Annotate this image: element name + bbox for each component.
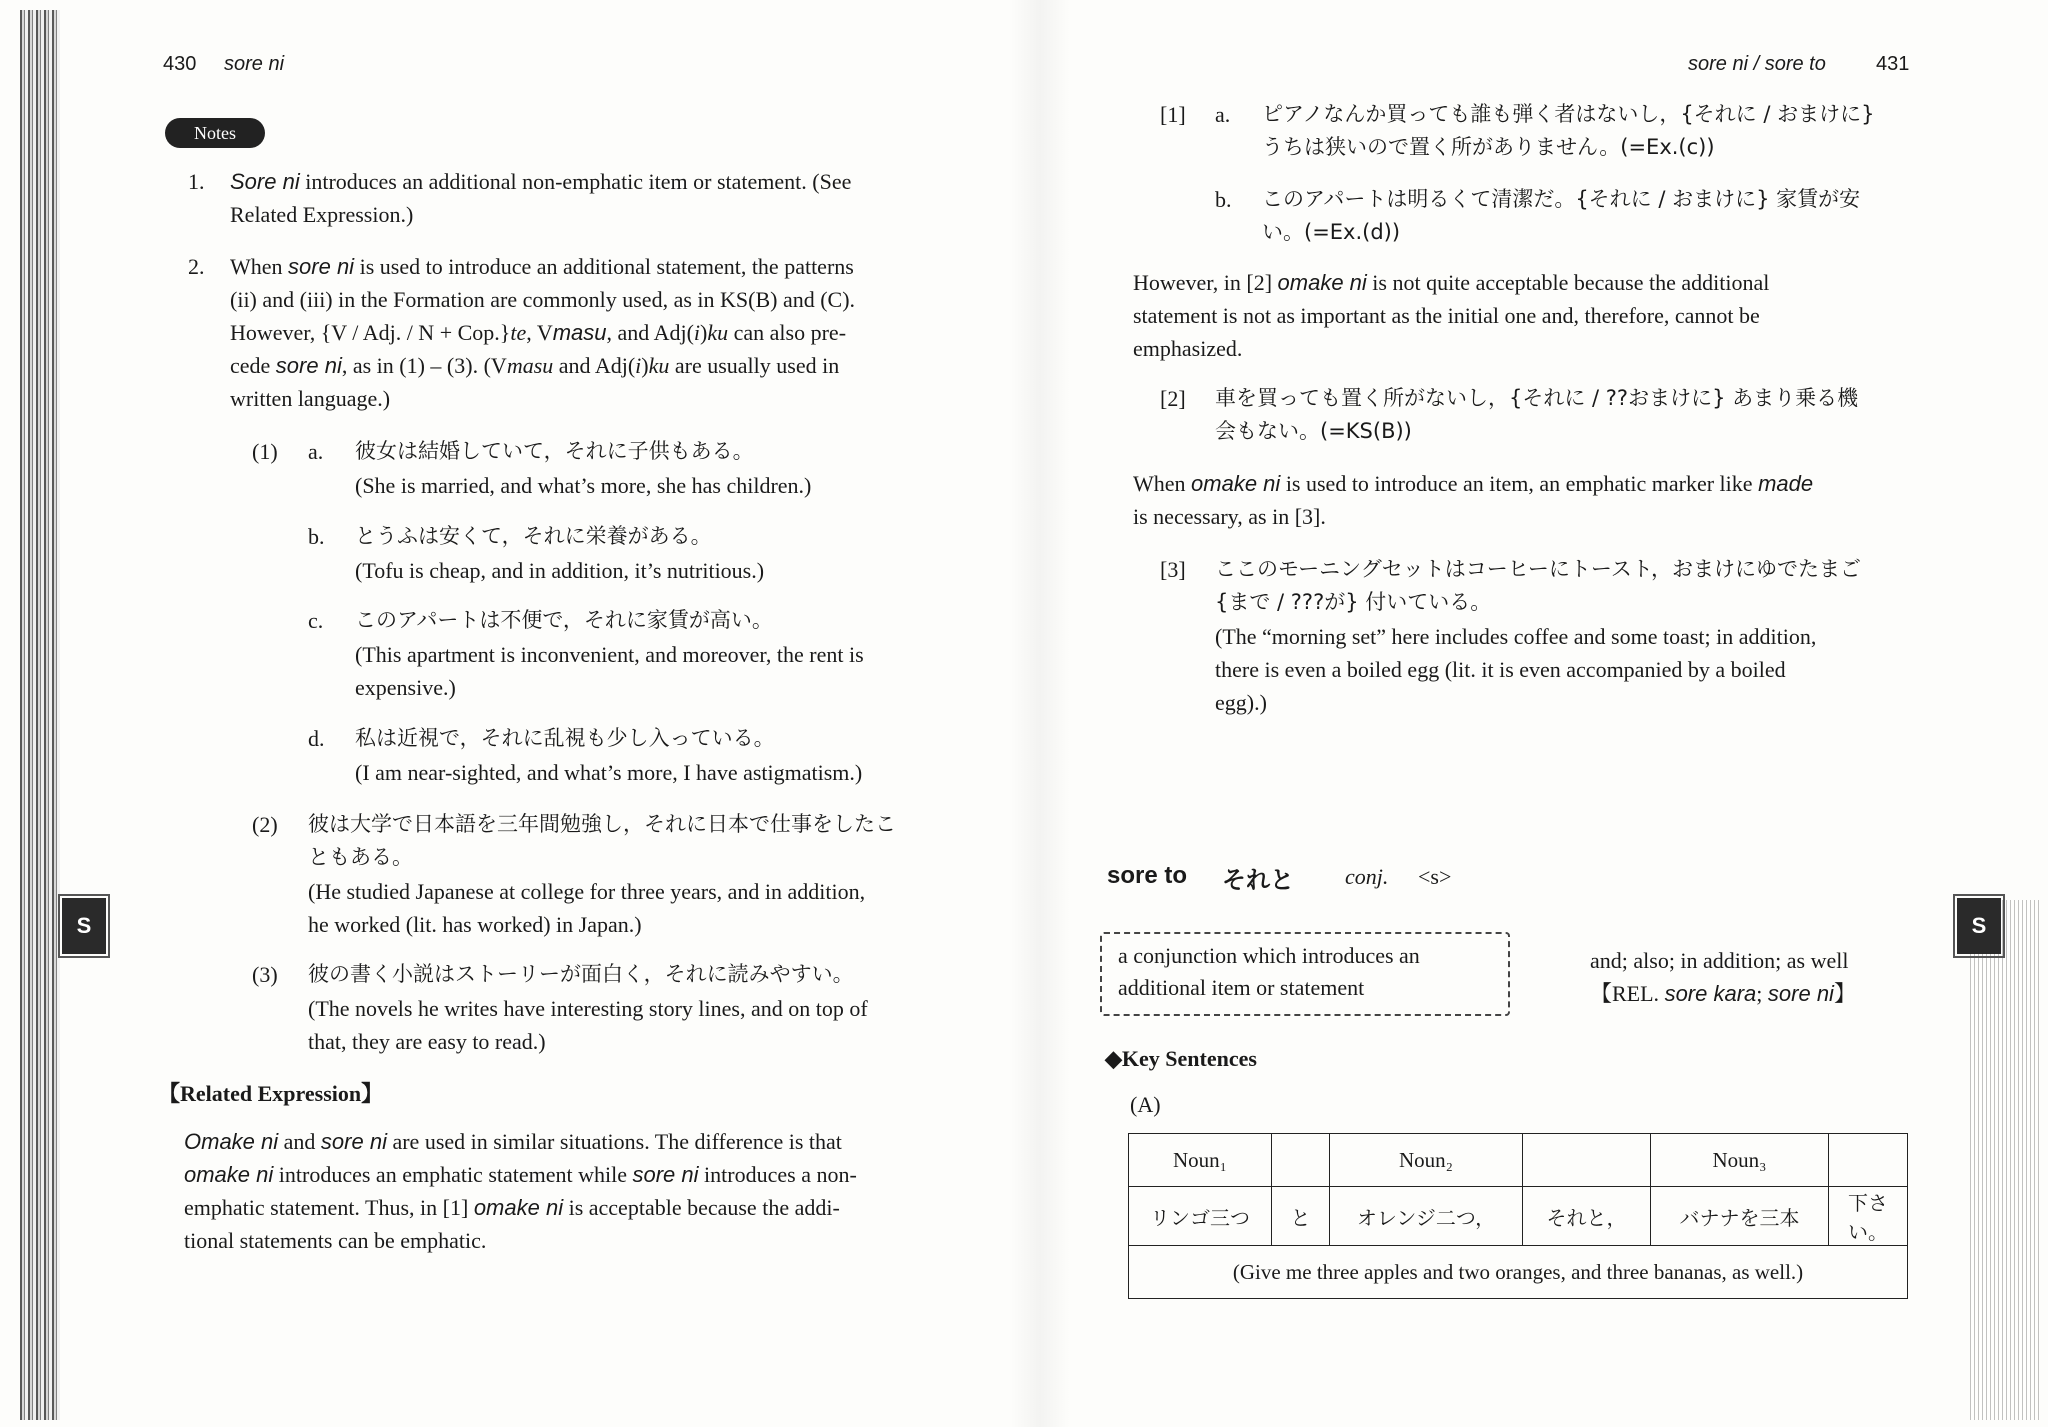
table-cell-translation: (Give me three apples and two oranges, and three bananas, as well.) (1129, 1246, 1908, 1299)
ref-1a-japanese (1262, 98, 1874, 164)
example-1c-label: c. (308, 608, 324, 633)
entry-part-of-speech: conj. (1345, 864, 1389, 889)
table-row (1129, 1246, 1908, 1299)
text: (ii) and (iii) in the Formation are commonly used, as in KS(B) and (C). (230, 287, 856, 312)
ref-3-number: [3] (1160, 557, 1186, 582)
example-1d-label: d. (308, 726, 325, 751)
text: (The “morning set” here includes coffee and some toast; in addition, (1215, 624, 1817, 649)
text: is used to introduce an additional statement, the patterns (354, 254, 854, 279)
text: 【REL. (1590, 981, 1665, 1006)
example-1a-label: a. (308, 439, 324, 464)
text: , as in (1) – (3). (V (341, 353, 507, 378)
page-edge-shadow (20, 10, 60, 1420)
key-sentences-heading: ◆Key Sentences (1105, 1046, 1257, 1071)
term: sore ni (288, 254, 355, 279)
key-sentence-a-label: (A) (1130, 1092, 1161, 1117)
text: there is even a boiled egg (lit. it is even accompanied by a boiled (1215, 657, 1786, 682)
right-page-number: 431 (1876, 53, 1910, 75)
text: are usually used in (669, 353, 840, 378)
text: are used in similar situations. The difference is that (386, 1129, 842, 1154)
text: Related Expression.) (230, 202, 414, 227)
text: a conjunction which introduces an (1118, 943, 1420, 968)
text: ) (641, 353, 649, 378)
text: When (230, 254, 289, 279)
text: ここのモーニングセットはコーヒーにトースト，おまけにゆでたまご (1215, 557, 1861, 581)
note-2 (230, 250, 970, 415)
text: statement is not as important as the initial one and, therefore, cannot be (1133, 303, 1760, 328)
however-paragraph (1133, 266, 1923, 365)
key-sentence-table (1128, 1133, 1908, 1299)
text: is necessary, as in [3]. (1133, 504, 1326, 529)
related-expression-heading: 【Related Expression】 (158, 1081, 384, 1106)
term: te (510, 320, 527, 345)
text: 車を買っても置く所がないし，{それに / ??おまけに} あまり乗る機 (1215, 386, 1859, 410)
term: ku (648, 353, 670, 378)
term: omake ni (1277, 270, 1367, 295)
ref-1-number: [1] (1160, 102, 1186, 127)
example-1a-japanese: 彼女は結婚していて，それに子供もある。 (355, 439, 754, 463)
example-1-number: (1) (252, 439, 278, 464)
example-1d-english: (I am near-sighted, and what’s more, I have astigmatism.) (355, 760, 863, 785)
text: is not quite acceptable because the additional (1366, 270, 1770, 295)
term: sore ni (275, 353, 342, 378)
entry-kana: それと (1222, 866, 1294, 894)
text: written language.) (230, 386, 391, 411)
term: omake ni (473, 1195, 564, 1220)
text: (The novels he writes have interesting story lines, and on top of (308, 996, 868, 1021)
ref-2-number: [2] (1160, 386, 1186, 411)
term: omake ni (1191, 471, 1281, 496)
term: omake ni (184, 1162, 274, 1187)
text: is acceptable because the addi- (563, 1195, 840, 1220)
note-1 (230, 165, 970, 231)
text: that, they are easy to read.) (308, 1029, 546, 1054)
example-3-english (308, 992, 868, 1058)
section-tab-left: S (62, 898, 106, 954)
term: Omake ni (184, 1129, 279, 1154)
notes-badge: Notes (165, 118, 265, 148)
text: , V (526, 320, 553, 345)
text: ピアノなんか買っても誰も弾く者はないし，{それに / おまけに} (1262, 102, 1875, 126)
text: and (278, 1129, 321, 1154)
note-2-number: 2. (188, 254, 205, 279)
table-cell: 下さい。 (1829, 1187, 1908, 1246)
example-1a-english: (She is married, and what’s more, she has children.) (355, 473, 812, 498)
example-3-number: (3) (252, 962, 278, 987)
text: introduces an additional non-emphatic item or statement. (See (299, 169, 852, 194)
example-2-japanese (308, 808, 896, 874)
text: 彼は大学で日本語を三年間勉強し，それに日本で仕事をしたこ (308, 812, 896, 836)
term: Sore ni (230, 169, 300, 194)
text: このアパートは明るくて清潔だ。{それに / おまけに} 家賃が安 (1262, 187, 1861, 211)
ref-1a-label: a. (1215, 102, 1231, 127)
text: 】 (1833, 981, 1856, 1006)
ref-3-english (1215, 620, 1920, 719)
text: introduces a non- (698, 1162, 857, 1187)
example-2-english (308, 875, 865, 941)
table-row (1129, 1187, 1908, 1246)
text: can also pre- (728, 320, 847, 345)
table-row (1129, 1134, 1908, 1187)
text: い。(=Ex.(d)) (1262, 220, 1401, 244)
text: ともある。 (308, 845, 413, 869)
text: emphasized. (1133, 336, 1243, 361)
text: However, {V / Adj. / N + Cop.} (230, 320, 511, 345)
table-cell (1272, 1134, 1330, 1187)
left-page-number: 430 (163, 53, 197, 75)
text: ; (1756, 981, 1768, 1006)
example-1c-english (355, 638, 864, 704)
example-1b-japanese: とうふは安くて，それに栄養がある。 (355, 524, 712, 548)
note-1-number: 1. (188, 169, 205, 194)
entry-register: <s> (1418, 864, 1452, 889)
ref-2-japanese (1215, 382, 1858, 448)
table-cell: リンゴ三つ (1129, 1187, 1272, 1246)
example-1c-japanese: このアパートは不便で，それに家賃が高い。 (355, 608, 773, 632)
ref-1b-label: b. (1215, 187, 1232, 212)
text: is used to introduce an item, an emphatic marker like (1280, 471, 1759, 496)
text: When (1133, 471, 1192, 496)
term: sore ni (1767, 981, 1834, 1006)
page-edge-shadow-right (1970, 900, 2040, 1420)
table-cell: オレンジ二つ， (1330, 1187, 1523, 1246)
entry-gloss (1590, 944, 1856, 1010)
text: he worked (lit. has worked) in Japan.) (308, 912, 642, 937)
text: うちは狭いので置く所がありません。(=Ex.(c)) (1262, 135, 1715, 159)
example-1b-label: b. (308, 524, 325, 549)
term: i (693, 320, 701, 345)
text: (He studied Japanese at college for three years, and in addition, (308, 879, 866, 904)
text: additional item or statement (1118, 975, 1365, 1000)
table-cell: それと， (1523, 1187, 1651, 1246)
text: and Adj( (553, 353, 636, 378)
text: expensive.) (355, 675, 456, 700)
term: sore ni (632, 1162, 699, 1187)
table-cell: バナナを三本 (1651, 1187, 1829, 1246)
example-1b-english: (Tofu is cheap, and in addition, it’s nutritious.) (355, 558, 765, 583)
ref-1b-japanese (1262, 183, 1860, 249)
example-3-japanese: 彼の書く小説はストーリーが面白く，それに読みやすい。 (308, 962, 854, 986)
left-running-head: sore ni (224, 53, 285, 75)
text: and; also; in addition; as well (1590, 948, 1849, 973)
text: (This apartment is inconvenient, and moreover, the rent is (355, 642, 864, 667)
text: egg).) (1215, 690, 1267, 715)
term: made (1758, 471, 1814, 496)
term: masu (506, 353, 554, 378)
text: {まで / ???が} 付いている。 (1215, 590, 1492, 614)
term: sore kara (1664, 981, 1757, 1006)
text: ) (700, 320, 708, 345)
table-cell: Noun₂ (1330, 1134, 1523, 1187)
text: tional statements can be emphatic. (184, 1228, 487, 1253)
text: introduces an emphatic statement while (273, 1162, 633, 1187)
table-cell: Noun₁ (1129, 1134, 1272, 1187)
term: ku (707, 320, 729, 345)
text: cede (230, 353, 276, 378)
text: 会もない。(=KS(B)) (1215, 419, 1412, 443)
term: i (635, 353, 642, 378)
term: masu (552, 320, 607, 345)
text: emphatic statement. Thus, in [1] (184, 1195, 474, 1220)
text: , and Adj( (606, 320, 694, 345)
text: However, in [2] (1133, 270, 1278, 295)
table-cell (1829, 1134, 1908, 1187)
related-expression-text (184, 1125, 974, 1257)
right-running-head: sore ni / sore to (1688, 53, 1826, 75)
entry-romaji: sore to (1107, 862, 1188, 889)
definition-box (1100, 932, 1510, 1016)
table-cell: Noun₃ (1651, 1134, 1829, 1187)
section-tab-right: S (1957, 898, 2001, 954)
table-cell: と (1272, 1187, 1330, 1246)
term: sore ni (320, 1129, 387, 1154)
example-2-number: (2) (252, 812, 278, 837)
example-1d-japanese: 私は近視で，それに乱視も少し入っている。 (355, 726, 775, 750)
ref-3-japanese (1215, 553, 1861, 619)
table-cell (1523, 1134, 1651, 1187)
when-paragraph (1133, 467, 1923, 533)
book-gutter (1010, 0, 1070, 1427)
